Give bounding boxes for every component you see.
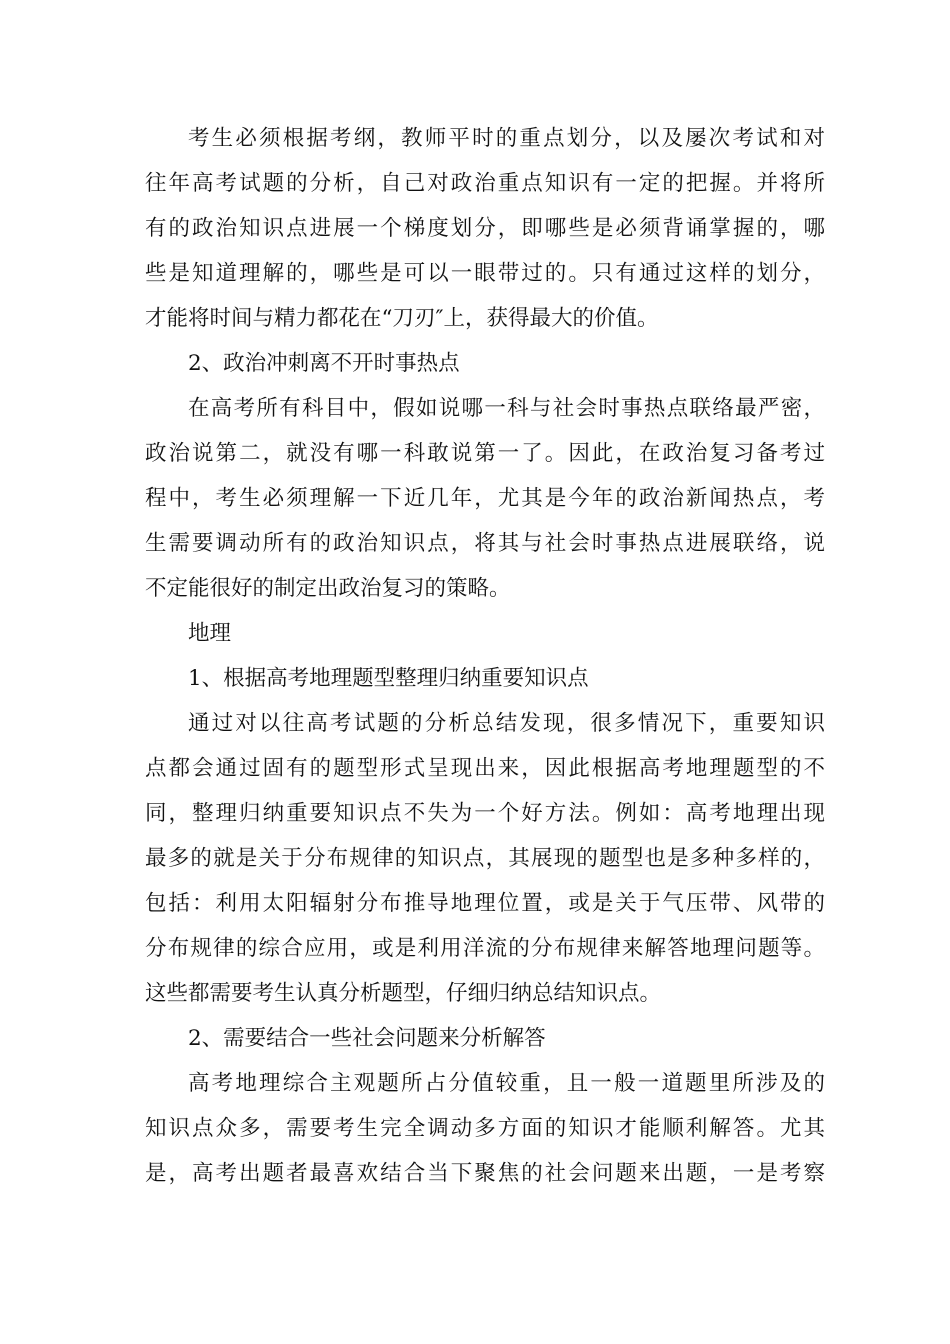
paragraph-line: 程中，考生必须理解一下近几年，尤其是今年的政治新闻热点，考 <box>145 486 825 511</box>
paragraph-line: 政治说第二，就没有哪一科敢说第一了。因此，在政治复习备考过 <box>145 441 825 466</box>
paragraph-line: 在高考所有科目中，假如说哪一科与社会时事热点联络最严密， <box>188 396 825 421</box>
paragraph-line: 点都会通过固有的题型形式呈现出来，因此根据高考地理题型的不 <box>145 756 825 781</box>
paragraph-line: 才能将时间与精力都花在“刀刃″上，获得最大的价值。 <box>145 306 659 331</box>
paragraph-line: 最多的就是关于分布规律的知识点，其展现的题型也是多种多样的， <box>145 846 825 871</box>
paragraph-line: 是，高考出题者最喜欢结合当下聚焦的社会问题来出题，一是考察 <box>145 1161 825 1186</box>
subject-heading: 地理 <box>188 621 232 646</box>
paragraph-line: 高考地理综合主观题所占分值较重，且一般一道题里所涉及的 <box>188 1071 825 1096</box>
paragraph-line: 同，整理归纳重要知识点不失为一个好方法。例如：高考地理出现 <box>145 801 825 826</box>
document-body <box>145 116 825 1196</box>
paragraph-line: 有的政治知识点进展一个梯度划分，即哪些是必须背诵掌握的，哪 <box>145 216 825 241</box>
section-heading: 2、政治冲刺离不开时事热点 <box>188 351 460 376</box>
paragraph-line: 知识点众多，需要考生完全调动多方面的知识才能顺利解答。尤其 <box>145 1116 825 1141</box>
section-heading: 2、需要结合一些社会问题来分析解答 <box>188 1026 546 1051</box>
paragraph-line: 不定能很好的制定出政治复习的策略。 <box>145 576 511 601</box>
paragraph-line: 生需要调动所有的政治知识点，将其与社会时事热点进展联络，说 <box>145 531 825 556</box>
paragraph-line: 往年高考试题的分析，自己对政治重点知识有一定的把握。并将所 <box>145 171 825 196</box>
paragraph-line: 这些都需要考生认真分析题型，仔细归纳总结知识点。 <box>145 981 662 1006</box>
paragraph-line: 通过对以往高考试题的分析总结发现，很多情况下，重要知识 <box>188 711 825 736</box>
paragraph-line: 些是知道理解的，哪些是可以一眼带过的。只有通过这样的划分， <box>145 261 825 286</box>
paragraph-line: 分布规律的综合应用，或是利用洋流的分布规律来解答地理问题等。 <box>145 936 825 961</box>
section-heading: 1、根据高考地理题型整理归纳重要知识点 <box>188 666 589 691</box>
paragraph-line: 包括：利用太阳辐射分布推导地理位置，或是关于气压带、风带的 <box>145 891 825 916</box>
paragraph-line: 考生必须根据考纲，教师平时的重点划分，以及屡次考试和对 <box>188 126 825 151</box>
